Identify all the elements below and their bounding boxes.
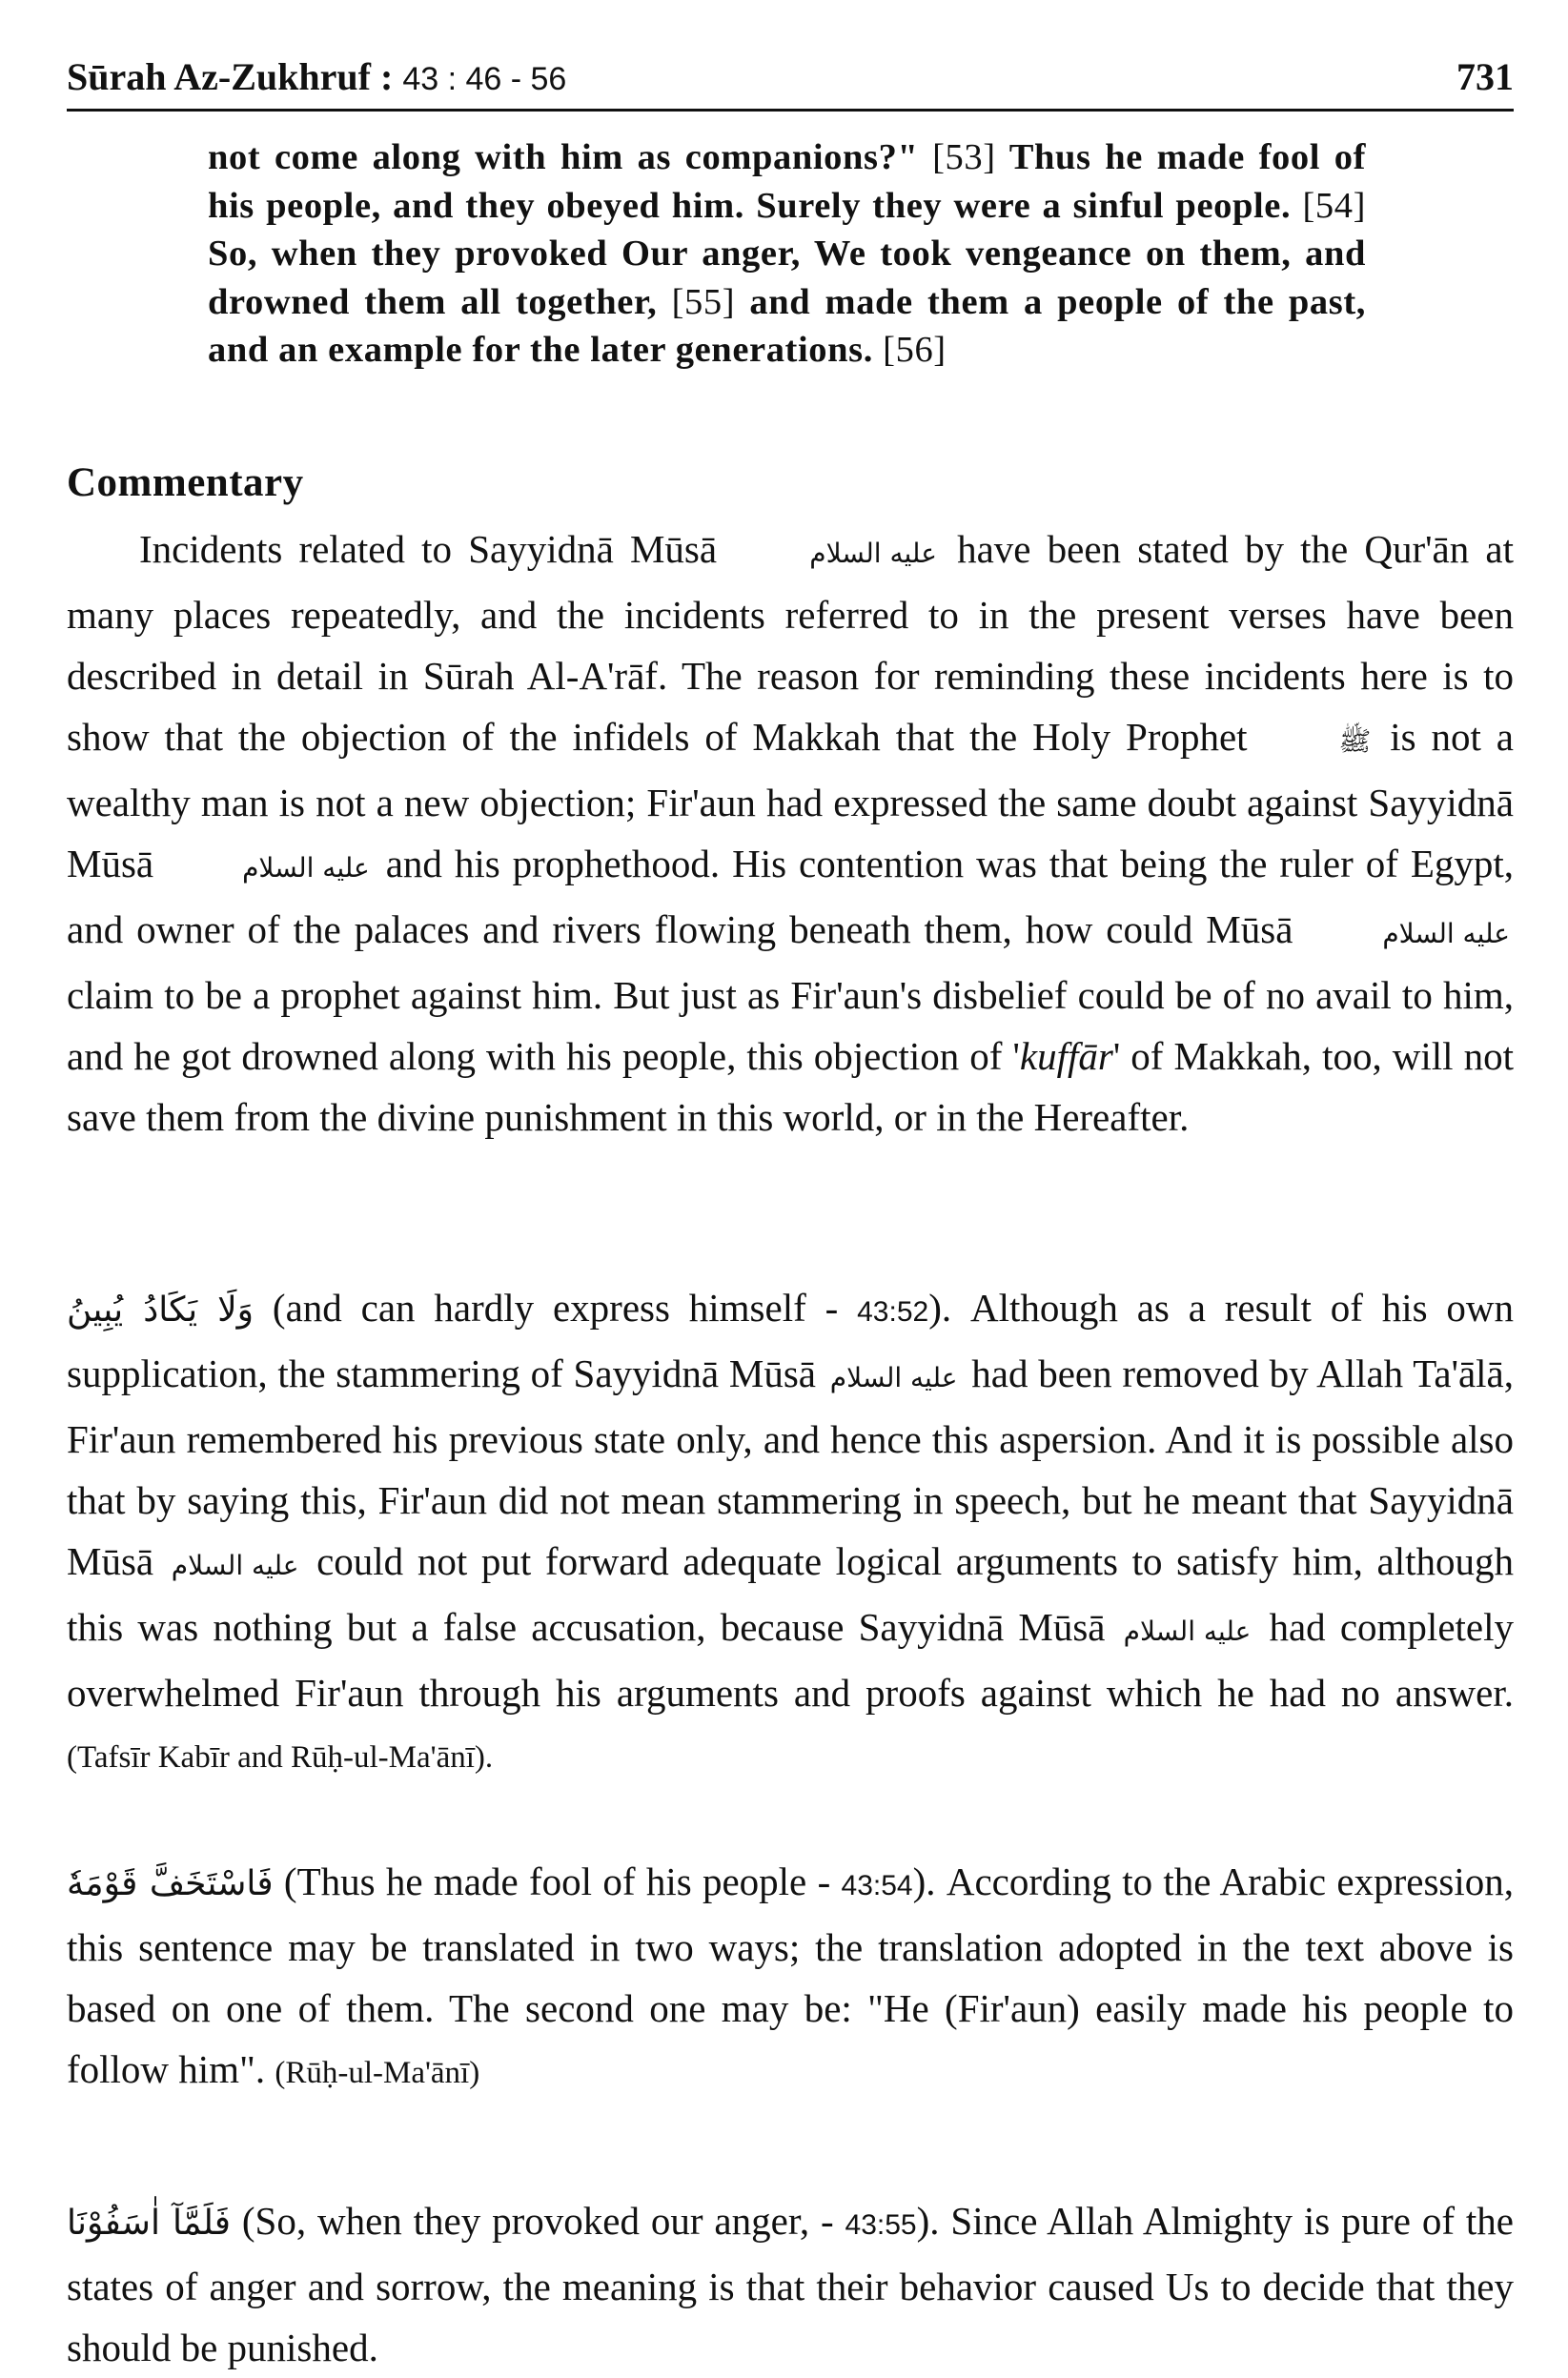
verse-number: [54]: [1302, 185, 1366, 226]
text: is not a wealthy man is not a new objection; Fir'aun had expressed the same doubt against Sayyidnā Mūsā: [67, 715, 1515, 885]
text: have been stated by the Qur'ān at many places repeatedly, and the incidents referred to in the present verses have been described in detail in Sūrah Al-A'rāf. The reason for reminding these incidents here is to show that the objection of the infidels of Makkah that the Holy Prophet: [67, 527, 1515, 759]
text: could not put forward adequate logical arguments to satisfy him, although this was nothing but a false accusation, because Sayyidnā Mūsā: [67, 1539, 1514, 1649]
citation: (Tafsīr Kabīr and Rūḥ-ul-Ma'ānī).: [67, 1740, 494, 1775]
arabic-quote: فَلَمَّآ اٰسَفُوْنَا: [67, 2204, 231, 2243]
text: (So, when they provoked our anger, -: [241, 2199, 834, 2243]
verse-range: 43 : 46 - 56: [402, 61, 567, 97]
text: claim to be a prophet against him. But just as Fir'aun's disbelief could be of no avail to him, and he got drowned along with his people, this objection of ': [67, 973, 1514, 1078]
running-header: [67, 46, 1514, 112]
text: ). According to the Arabic expression, this sentence may be translated in two ways; the translation adopted in the text above is based on one of them. The second one may be: "He (Fir'aun) easily made his people to follow him".: [67, 1860, 1515, 2091]
surah-name: Sūrah Az-Zukhruf :: [67, 55, 394, 98]
text: ). Although as a result of his own supplication, the stammering of Sayyidnā Mūsā: [67, 1286, 1515, 1395]
page-number: 731: [1456, 55, 1514, 98]
citation: (Rūḥ-ul-Ma'ānī): [275, 2056, 480, 2090]
surah-title: [67, 54, 566, 109]
arabic-quote: فَاسْتَخَفَّ قَوْمَهٗ: [67, 1864, 274, 1903]
verse-number: [55]: [671, 281, 736, 322]
verse-number: [56]: [883, 330, 947, 371]
paragraph-3: [67, 1851, 1514, 2104]
verse-text: not come along with him as companions?": [208, 137, 919, 177]
text: Incidents related to Sayyidnā Mūsā: [139, 527, 718, 571]
verse-number: [53]: [932, 137, 996, 177]
italic-term: kuffār: [1019, 1034, 1113, 1078]
arabic-quote: وَلَا يَكَادُ يُبِينُ: [67, 1291, 255, 1330]
verse-reference: 43:52: [857, 1296, 929, 1328]
paragraph-4: [67, 2190, 1514, 2378]
honorific-icon: عليه السلام: [1382, 918, 1510, 949]
salutation-icon: ﷺ: [1338, 725, 1372, 757]
text: had completely overwhelmed Fir'aun through his arguments and proofs against which he had no answer.: [67, 1605, 1515, 1715]
verse-reference: 43:54: [841, 1870, 913, 1901]
verse-text: and made them a people of the past, and an example for the later generations.: [208, 281, 1366, 371]
honorific-icon: عليه السلام: [242, 852, 370, 884]
text: ). Since Allah Almighty is pure of the states of anger and sorrow, the meaning is that their behavior caused Us to decide that they should be punished.: [67, 2199, 1514, 2369]
honorific-icon: عليه السلام: [1123, 1616, 1252, 1647]
honorific-icon: عليه السلام: [171, 1550, 299, 1581]
text: had been removed by Allah Ta'ālā, Fir'aun remembered his previous state only, and hence this aspersion. And it is possible also that by saying this, Fir'aun did not mean stammering in speech, but he meant that Sayyidnā Mūsā: [67, 1352, 1515, 1583]
paragraph-2: [67, 1277, 1514, 1788]
verse-text: So, when they provoked Our anger, We took vengeance on them, and drowned them all together,: [208, 234, 1366, 322]
text: ' of Makkah, too, will not save them from the divine punishment in this world, or in the Hereafter.: [67, 1034, 1514, 1139]
honorific-icon: عليه السلام: [829, 1362, 958, 1393]
paragraph-1: [67, 518, 1514, 1148]
honorific-icon: عليه السلام: [809, 538, 937, 569]
commentary-heading: Commentary: [67, 460, 304, 505]
verse-text: Thus he made fool of his people, and they obeyed him. Surely they were a sinful people.: [208, 137, 1366, 226]
text: and his prophethood. His contention was that being the ruler of Egypt, and owner of the palaces and rivers flowing beneath them, how could Mūsā: [67, 842, 1515, 951]
verse-translation: [208, 133, 1366, 375]
text: (Thus he made fool of his people -: [283, 1860, 831, 1903]
verse-reference: 43:55: [845, 2209, 917, 2241]
text: (and can hardly express himself -: [272, 1286, 839, 1330]
